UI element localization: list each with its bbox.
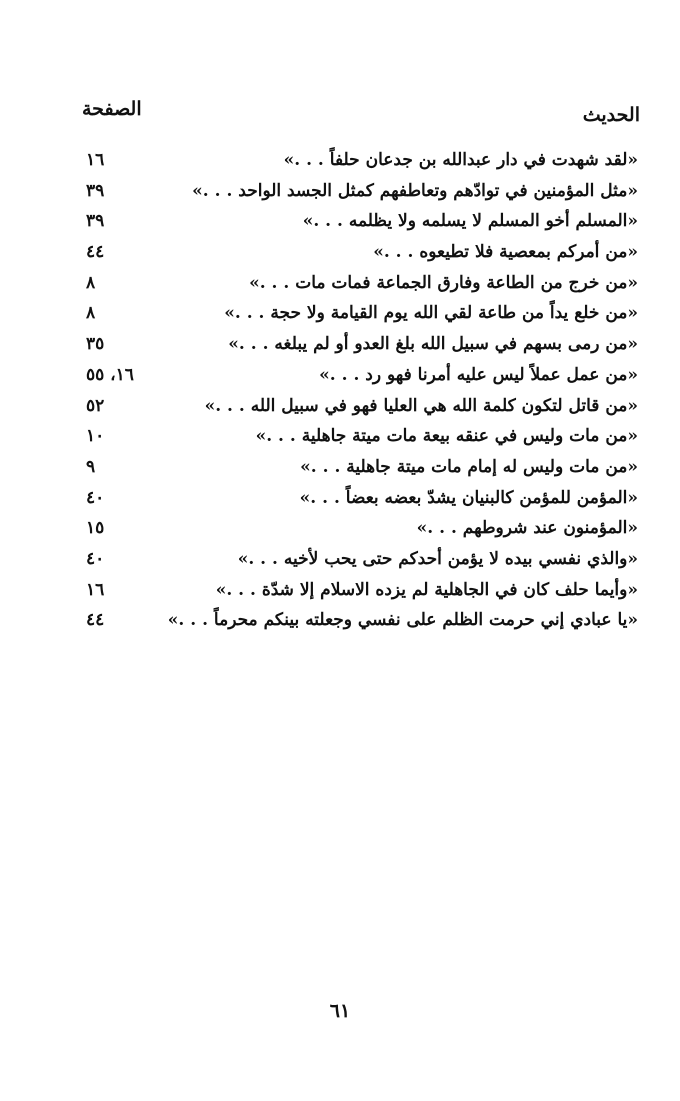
hadith-text: «من خرج من الطاعة وفارق الجماعة فمات مات . . .» bbox=[249, 272, 638, 293]
page-reference: ١٦، ٥٥ bbox=[86, 364, 134, 385]
hadith-text: «من أمركم بمعصية فلا تطيعوه . . .» bbox=[373, 242, 638, 263]
hadith-column-header: الحديث bbox=[582, 104, 640, 126]
index-row bbox=[0, 299, 680, 330]
index-row bbox=[0, 207, 680, 238]
page-reference: ١٦ bbox=[86, 150, 105, 170]
index-row bbox=[0, 576, 680, 607]
hadith-text: «من رمى بسهم في سبيل الله بلغ العدو أو لم يبلغه . . .» bbox=[228, 334, 638, 355]
index-row bbox=[0, 514, 680, 545]
page-column-header: الصفحة bbox=[82, 98, 142, 120]
hadith-index-list bbox=[0, 146, 680, 637]
page-reference: ٩ bbox=[86, 456, 96, 477]
page-reference: ٤٠ bbox=[86, 487, 105, 508]
hadith-text: «مثل المؤمنين في توادّهم وتعاطفهم كمثل الجسد الواحد . . .» bbox=[192, 180, 638, 201]
index-row bbox=[0, 545, 680, 576]
page-reference: ٣٥ bbox=[86, 334, 105, 355]
index-row bbox=[0, 606, 680, 637]
page-reference: ٥٢ bbox=[86, 395, 105, 416]
hadith-text: «من مات وليس له إمام مات ميتة جاهلية . . .» bbox=[300, 456, 638, 477]
index-row bbox=[0, 146, 680, 177]
hadith-text: «من قاتل لتكون كلمة الله هي العليا فهو في سبيل الله . . .» bbox=[204, 395, 638, 416]
hadith-text: «من مات وليس في عنقه بيعة مات ميتة جاهلية . . .» bbox=[255, 426, 638, 447]
index-row bbox=[0, 177, 680, 208]
hadith-text: «والذي نفسي بيده لا يؤمن أحدكم حتى يحب لأخيه . . .» bbox=[237, 548, 638, 569]
page-reference: ٨ bbox=[86, 303, 96, 324]
page-reference: ٣٩ bbox=[86, 180, 105, 201]
page-reference: ٨ bbox=[86, 272, 96, 293]
index-row bbox=[0, 392, 680, 423]
hadith-text: «يا عبادي إني حرمت الظلم على نفسي وجعلته بينكم محرماً . . .» bbox=[167, 610, 638, 631]
hadith-text: «المؤمن للمؤمن كالبنيان يشدّ بعضه بعضاً . . .» bbox=[299, 487, 638, 508]
index-row bbox=[0, 453, 680, 484]
page-number: ٦١ bbox=[329, 1000, 351, 1022]
index-row bbox=[0, 484, 680, 515]
hadith-text: «من خلع يداً من طاعة لقي الله يوم القيامة ولا حجة . . .» bbox=[224, 303, 638, 324]
page-reference: ١٠ bbox=[86, 426, 105, 447]
index-row bbox=[0, 361, 680, 392]
hadith-text: «المسلم أخو المسلم لا يسلمه ولا يظلمه . . .» bbox=[302, 211, 638, 232]
page-reference: ٤٤ bbox=[86, 610, 105, 631]
hadith-text: «المؤمنون عند شروطهم . . .» bbox=[416, 518, 638, 539]
page-reference: ٤٤ bbox=[86, 242, 105, 263]
hadith-text: «لقد شهدت في دار عبدالله بن جدعان حلفاً . . .» bbox=[283, 150, 638, 170]
hadith-text: «وأيما حلف كان في الجاهلية لم يزده الاسلام إلا شدّة . . .» bbox=[215, 579, 638, 600]
index-row bbox=[0, 422, 680, 453]
page-reference: ٣٩ bbox=[86, 211, 105, 232]
index-row bbox=[0, 269, 680, 300]
page-reference: ١٥ bbox=[86, 518, 105, 539]
hadith-text: «من عمل عملاً ليس عليه أمرنا فهو رد . . .» bbox=[319, 364, 638, 385]
page-reference: ١٦ bbox=[86, 579, 105, 600]
index-row bbox=[0, 330, 680, 361]
page-reference: ٤٠ bbox=[86, 548, 105, 569]
index-row bbox=[0, 238, 680, 269]
